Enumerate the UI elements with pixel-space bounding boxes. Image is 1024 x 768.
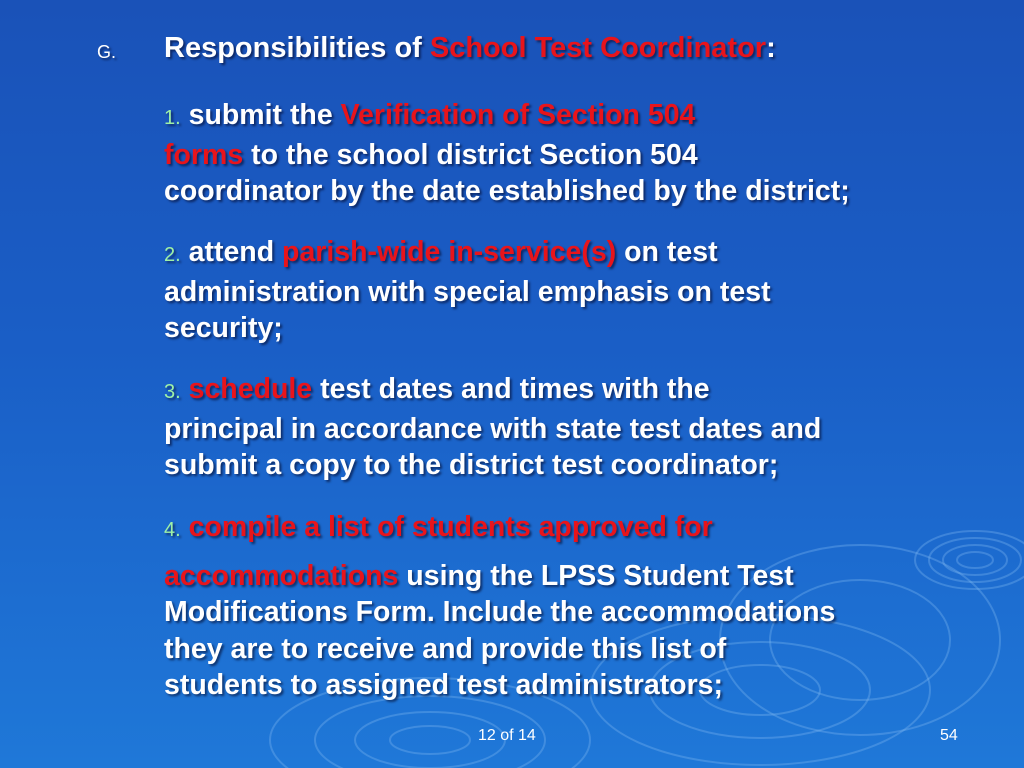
item-line <box>164 667 1004 704</box>
highlighted-text: compile a list of students approved for <box>188 511 713 543</box>
item-line <box>164 310 1004 347</box>
heading-letter: G. <box>97 42 117 62</box>
highlighted-text: forms <box>164 138 244 171</box>
item-text: submit a copy to the district test coordinator; <box>164 449 779 481</box>
item-text: attend <box>180 236 283 268</box>
heading-prefix: Responsibilities of <box>164 32 430 64</box>
highlighted-text: accommodations <box>164 559 399 592</box>
item-line <box>164 97 1004 137</box>
item-number: 4. <box>164 519 181 541</box>
heading-text <box>164 30 776 66</box>
page-counter: 12 of 14 <box>478 727 536 744</box>
item-text <box>181 511 189 543</box>
item-line <box>164 173 1004 210</box>
item-text: using the LPSS Student Test <box>398 559 794 592</box>
item-text: test dates and times with the <box>312 373 710 405</box>
item-number: 2. <box>164 244 181 266</box>
item-text: they are to receive and provide this list of <box>164 632 727 665</box>
item-line <box>164 371 1004 411</box>
item-line <box>164 447 1004 484</box>
highlighted-text: Verification of Section 504 <box>340 99 696 131</box>
item-text: principal in accordance with state test dates and <box>164 412 822 445</box>
item-line <box>164 594 1004 631</box>
item-line <box>164 509 1004 549</box>
item-text: Modifications Form. Include the accommodations <box>164 596 836 628</box>
item-text: on test <box>616 236 718 268</box>
item-number: 3. <box>164 381 181 403</box>
highlighted-text: parish-wide in-service(s) <box>282 236 617 268</box>
item-text: security; <box>164 312 283 344</box>
item-line <box>164 137 1004 174</box>
item-line <box>164 631 1004 668</box>
slide-number: 54 <box>940 727 958 744</box>
heading-highlight: School Test Coordinator <box>429 32 767 64</box>
responsibility-item-1 <box>164 97 1004 210</box>
highlighted-text: schedule <box>188 373 313 405</box>
responsibility-item-2 <box>164 234 1004 347</box>
item-text: to the school district Section 504 <box>243 138 698 171</box>
responsibility-item-3 <box>164 371 1004 484</box>
item-line <box>164 274 1004 311</box>
item-text: coordinator by the date established by the district; <box>164 175 850 207</box>
item-number: 1. <box>164 107 181 129</box>
item-text <box>181 373 189 405</box>
responsibility-item-4 <box>164 509 1004 704</box>
item-text: submit the <box>180 99 341 131</box>
item-text: administration with special emphasis on test <box>164 275 771 308</box>
item-line <box>164 411 1004 448</box>
item-text: students to assigned test administrators; <box>164 669 724 701</box>
item-line <box>164 234 1004 274</box>
item-line <box>164 558 1004 595</box>
heading-suffix: : <box>766 32 776 64</box>
